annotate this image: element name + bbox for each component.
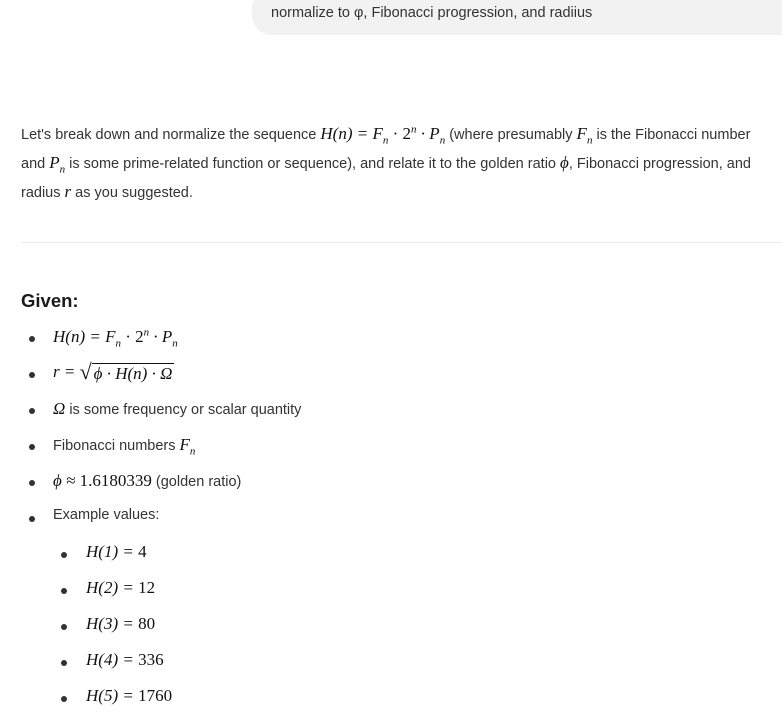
bullet [61, 552, 67, 558]
bullet [29, 372, 35, 378]
example-value-5: H(5) = 1760 [86, 686, 173, 705]
intro-text-6: as you suggested. [71, 185, 193, 201]
bullet [29, 408, 35, 414]
formula-phi-inline: ϕ [560, 153, 569, 172]
section-divider [21, 242, 782, 243]
formula-fn-inline: $F_n$ [576, 124, 593, 147]
intro-text-5: , Fibonacci progression, and radius [21, 156, 751, 201]
bullet [29, 516, 35, 522]
intro-paragraph [21, 120, 776, 207]
sqrt-expression: √ ϕ · H(n) · Ω [79, 359, 173, 385]
given-item-examples-label: Example values: [53, 507, 160, 523]
intro-text-1: Let's break down and normalize the sequence [21, 127, 321, 143]
bullet [61, 624, 67, 630]
bullet [29, 444, 35, 450]
bullet [61, 588, 67, 594]
example-value-4: H(4) = 336 [86, 650, 164, 669]
bullet [61, 660, 67, 666]
user-message-bubble [252, 0, 782, 35]
section-heading-given: Given: [21, 290, 79, 311]
example-value-3: H(3) = 80 [86, 614, 156, 633]
example-value-1: H(1) = 4 [86, 542, 147, 561]
formula-pn-inline: $P_n$ [49, 153, 66, 176]
formula-h-inline: $H(n) = F_n \cdot 2^n \cdot P_n$ [320, 123, 446, 147]
example-value-2: H(2) = 12 [86, 578, 156, 597]
given-item-h: $H(n) = F_n \cdot 2^n \cdot P_n$ [53, 326, 178, 350]
given-item-omega: Ω is some frequency or scalar quantity [53, 399, 302, 418]
bullet [29, 480, 35, 486]
given-item-r: r = √ ϕ · H(n) · Ω [53, 359, 173, 385]
bullet [61, 696, 67, 702]
user-message-text: normalize to φ, Fibonacci progression, and radiius [271, 5, 593, 21]
bullet [29, 336, 35, 342]
given-item-phi: ϕ ≈ 1.6180339 (golden ratio) [53, 471, 242, 490]
formula-r-inline: r [64, 182, 72, 201]
intro-text-2: (where presumably [445, 127, 577, 143]
given-item-fibonacci: Fibonacci numbers $F_n$ [53, 435, 196, 458]
intro-text-4: is some prime-related function or sequence), and relate it to the golden ratio [65, 156, 561, 172]
intro-text-3: is the Fibonacci number and [21, 127, 751, 172]
